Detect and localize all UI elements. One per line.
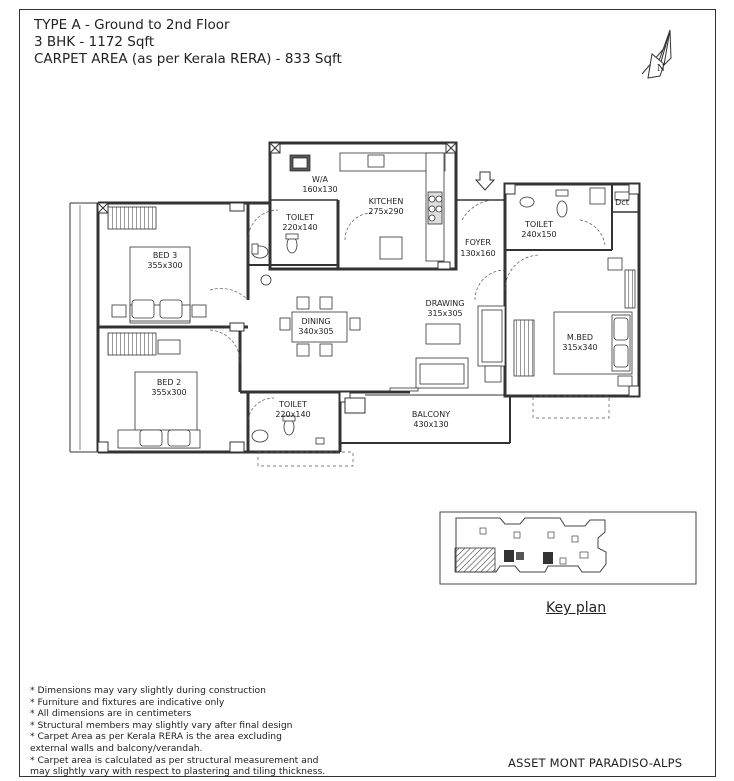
kitchen-name: KITCHEN [368, 197, 404, 206]
entry-arrow-icon [476, 172, 494, 190]
living-furniture [280, 297, 505, 391]
carpet-area: CARPET AREA (as per Kerala RERA) - 833 Sqft [34, 51, 342, 67]
bed2-name: BED 2 [156, 378, 182, 387]
toilet1-name: TOILET [286, 213, 314, 222]
key-plan-diagram [440, 512, 696, 584]
outside-dashed [258, 396, 609, 466]
note-item: * Furniture and fixtures are indicative only [30, 696, 225, 708]
key-plan-label: Key plan [546, 600, 607, 616]
kitchen-size: 275x290 [368, 207, 404, 216]
drawing-name: DRAWING [425, 299, 465, 308]
wa-size: 160x130 [302, 185, 338, 194]
note-item: * Carpet Area as per Kerala RERA is the area excluding [30, 731, 282, 743]
toilet3-name: TOILET [525, 220, 553, 229]
toilet2-name: TOILET [279, 400, 307, 409]
note-item: * Dimensions may vary slightly during construction [30, 685, 266, 696]
notes-list [30, 685, 325, 778]
north-letter: N [657, 64, 665, 74]
foyer-name: FOYER [465, 238, 491, 247]
note-item: * All dimensions are in centimeters [30, 708, 192, 720]
drawing-size: 315x305 [427, 309, 463, 318]
mbed-size: 315x340 [562, 343, 598, 352]
dct-name: Dct [615, 198, 629, 207]
mbed-name: M.BED [566, 333, 594, 342]
unit-config: 3 BHK - 1172 Sqft [34, 34, 155, 50]
note-item: * Carpet area is calculated as per structural measurement and [30, 754, 319, 766]
wa-name: W/A [311, 175, 329, 184]
unit-type: TYPE A - Ground to 2nd Floor [34, 17, 230, 33]
toilet3-size: 240x150 [521, 230, 557, 239]
note-item: external walls and balcony/verandah. [30, 742, 203, 754]
foyer-size: 130x160 [460, 249, 496, 258]
note-item: may slightly vary with respect to plastering and tiling thickness. [30, 766, 326, 778]
project-name: ASSET MONT PARADISO-ALPS [508, 756, 683, 770]
north-compass-icon [642, 30, 671, 78]
bed2-size: 355x300 [151, 388, 187, 397]
balcony-name: BALCONY [411, 410, 451, 419]
dining-name: DINING [301, 317, 331, 326]
bed3-name: BED 3 [152, 251, 178, 260]
note-item: * Structural members may slightly vary after final design [30, 719, 293, 731]
dining-size: 340x305 [298, 327, 334, 336]
bed3-size: 355x300 [147, 261, 183, 270]
toilet1-size: 220x140 [282, 223, 318, 232]
toilet2-size: 220x140 [275, 410, 311, 419]
balcony-size: 430x130 [413, 420, 449, 429]
